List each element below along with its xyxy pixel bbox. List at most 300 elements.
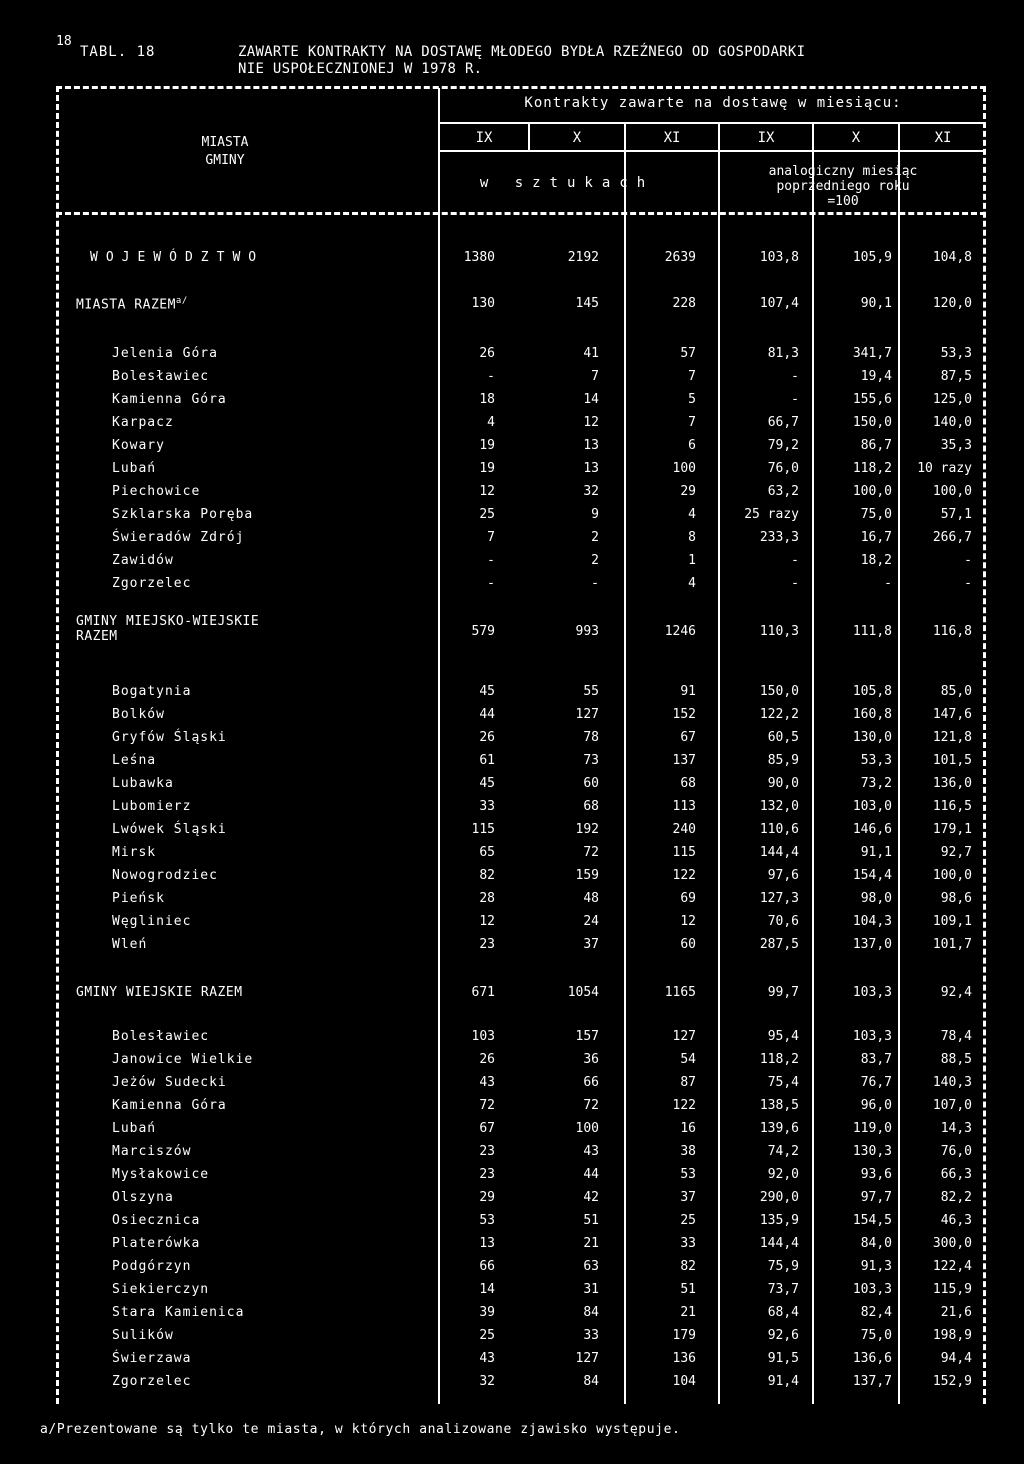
cell-value: 130,0 (852, 730, 892, 745)
cell-value: 37 (583, 937, 599, 952)
table-row (0, 914, 1024, 936)
cell-value: 61 (479, 753, 495, 768)
cell-value: 152,9 (932, 1374, 972, 1389)
cell-value: 100 (575, 1121, 599, 1136)
cell-value: 92,6 (767, 1328, 799, 1343)
cell-value: 138,5 (759, 1098, 799, 1113)
table-row (0, 1282, 1024, 1304)
cell-value: 57,1 (940, 507, 972, 522)
cell-value: 90,0 (767, 776, 799, 791)
cell-value: 107,0 (932, 1098, 972, 1113)
cell-value: 26 (479, 346, 495, 361)
row-label: Świeradów Zdrój (112, 530, 245, 545)
cell-value: 136 (672, 1351, 696, 1366)
table-row (0, 392, 1024, 414)
cell-value: 98,6 (940, 891, 972, 906)
cell-value: 4 (688, 507, 696, 522)
cell-value: 74,2 (767, 1144, 799, 1159)
cell-value: 192 (575, 822, 599, 837)
cell-value: 66,3 (940, 1167, 972, 1182)
table-row (0, 1305, 1024, 1327)
cell-value: 13 (583, 438, 599, 453)
cell-value: 103,8 (759, 250, 799, 265)
cell-value: 144,4 (759, 845, 799, 860)
cell-value: 26 (479, 1052, 495, 1067)
cell-value: 95,4 (767, 1029, 799, 1044)
cell-value: 12 (583, 415, 599, 430)
table-row (0, 1213, 1024, 1235)
cell-value: 19 (479, 461, 495, 476)
cell-value: - (964, 553, 972, 568)
cell-value: 36 (583, 1052, 599, 1067)
cell-value: 60,5 (767, 730, 799, 745)
row-label: Karpacz (112, 415, 174, 430)
table-row (0, 415, 1024, 437)
cell-value: 5 (688, 392, 696, 407)
cell-value: 87 (680, 1075, 696, 1090)
cell-value: 287,5 (759, 937, 799, 952)
table-row (0, 822, 1024, 844)
cell-value: 228 (672, 296, 696, 311)
row-label: Bolesławiec (112, 369, 210, 384)
cell-value: 91,3 (860, 1259, 892, 1274)
title-line-2: NIE USPOŁECZNIONEJ W 1978 R. (238, 61, 483, 77)
month-header: X (572, 130, 582, 146)
row-label: Nowogrodziec (112, 868, 218, 883)
table-row (0, 530, 1024, 552)
month-header: IX (757, 130, 775, 146)
cell-value: 82 (479, 868, 495, 883)
cell-value: 116,8 (932, 624, 972, 639)
row-label: Jeżów Sudecki (112, 1075, 227, 1090)
cell-value: 90,1 (860, 296, 892, 311)
index-header-line-3: =100 (827, 194, 859, 209)
table-row (0, 1029, 1024, 1051)
cell-value: 75,0 (860, 1328, 892, 1343)
cell-value: 150,0 (852, 415, 892, 430)
table-row (0, 1167, 1024, 1189)
row-label: Bolków (112, 707, 165, 722)
cell-value: 2639 (664, 250, 696, 265)
cell-value: 97,6 (767, 868, 799, 883)
cell-value: 103 (471, 1029, 495, 1044)
cell-value: - (884, 576, 892, 591)
cell-value: 113 (672, 799, 696, 814)
cell-value: 32 (583, 484, 599, 499)
cell-value: 72 (583, 845, 599, 860)
row-label: Marciszów (112, 1144, 192, 1159)
row-label: GMINY WIEJSKIE RAZEM (76, 985, 243, 1000)
cell-value: 19 (479, 438, 495, 453)
cell-value: 179,1 (932, 822, 972, 837)
cell-value: 107,4 (759, 296, 799, 311)
row-label: Pieńsk (112, 891, 165, 906)
cell-value: 76,7 (860, 1075, 892, 1090)
cell-value: 1246 (664, 624, 696, 639)
cell-value: 266,7 (932, 530, 972, 545)
table-row (0, 438, 1024, 460)
cell-value: 14,3 (940, 1121, 972, 1136)
table-row (0, 937, 1024, 959)
cell-value: 137,0 (852, 937, 892, 952)
cell-value: 19,4 (860, 369, 892, 384)
cell-value: 54 (680, 1052, 696, 1067)
cell-value: 240 (672, 822, 696, 837)
cell-value: 104,8 (932, 250, 972, 265)
cell-value: 103,3 (852, 1029, 892, 1044)
cell-value: 72 (583, 1098, 599, 1113)
cell-value: 53,3 (940, 346, 972, 361)
cell-value: 2 (591, 530, 599, 545)
cell-value: 45 (479, 776, 495, 791)
cell-value: 9 (591, 507, 599, 522)
cell-value: 25 (479, 1328, 495, 1343)
table-title (238, 44, 805, 78)
stub-header-line-1: MIASTA (201, 135, 249, 150)
cell-value: 91,1 (860, 845, 892, 860)
table-row (0, 507, 1024, 529)
cell-value: 111,8 (852, 624, 892, 639)
cell-value: 53 (479, 1213, 495, 1228)
row-label: Janowice Wielkie (112, 1052, 254, 1067)
table-row (0, 484, 1024, 506)
table-row (0, 753, 1024, 775)
footnote-marker: a/ (175, 296, 188, 306)
cell-value: 69 (680, 891, 696, 906)
cell-value: 130,3 (852, 1144, 892, 1159)
table-row-total (0, 614, 1024, 644)
cell-value: 86,7 (860, 438, 892, 453)
cell-value: 33 (583, 1328, 599, 1343)
cell-value: - (487, 369, 495, 384)
row-label: WOJEWÓDZTWO (90, 250, 265, 265)
cell-value: 33 (680, 1236, 696, 1251)
cell-value: 48 (583, 891, 599, 906)
cell-value: 21,6 (940, 1305, 972, 1320)
cell-value: 73,7 (767, 1282, 799, 1297)
row-label: Podgórzyn (112, 1259, 192, 1274)
cell-value: 127 (575, 707, 599, 722)
cell-value: 233,3 (759, 530, 799, 545)
cell-value: - (964, 576, 972, 591)
cell-value: 43 (479, 1075, 495, 1090)
table-row (0, 799, 1024, 821)
cell-value: - (791, 392, 799, 407)
cell-value: 85,9 (767, 753, 799, 768)
cell-value: 92,0 (767, 1167, 799, 1182)
table-row (0, 1374, 1024, 1396)
cell-value: 105,8 (852, 684, 892, 699)
cell-value: 37 (680, 1190, 696, 1205)
cell-value: 99,7 (767, 985, 799, 1000)
cell-value: 7 (591, 369, 599, 384)
cell-value: 44 (479, 707, 495, 722)
cell-value: 100,0 (932, 868, 972, 883)
cell-value: 119,0 (852, 1121, 892, 1136)
cell-value: 152 (672, 707, 696, 722)
cell-value: 29 (680, 484, 696, 499)
cell-value: 993 (575, 624, 599, 639)
cell-value: 43 (583, 1144, 599, 1159)
cell-value: - (591, 576, 599, 591)
cell-value: 137,7 (852, 1374, 892, 1389)
cell-value: 85,0 (940, 684, 972, 699)
cell-value: 150,0 (759, 684, 799, 699)
cell-value: 38 (680, 1144, 696, 1159)
cell-value: 115 (471, 822, 495, 837)
cell-value: 32 (479, 1374, 495, 1389)
cell-value: 60 (583, 776, 599, 791)
cell-value: 23 (479, 1167, 495, 1182)
table-row (0, 1098, 1024, 1120)
cell-value: 18,2 (860, 553, 892, 568)
row-label: Węgliniec (112, 914, 192, 929)
cell-value: 122 (672, 1098, 696, 1113)
cell-value: 75,9 (767, 1259, 799, 1274)
table-row (0, 369, 1024, 391)
cell-value: 76,0 (767, 461, 799, 476)
cell-value: 146,6 (852, 822, 892, 837)
cell-value: 104 (672, 1374, 696, 1389)
row-label: Szklarska Poręba (112, 507, 254, 522)
cell-value: 105,9 (852, 250, 892, 265)
cell-value: 79,2 (767, 438, 799, 453)
cell-value: 31 (583, 1282, 599, 1297)
cell-value: 41 (583, 346, 599, 361)
cell-value: - (487, 553, 495, 568)
index-header-line-1: analogiczny miesiąc (768, 164, 918, 179)
table-row (0, 684, 1024, 706)
table-row (0, 1121, 1024, 1143)
stub-header (150, 134, 300, 170)
cell-value: 68 (680, 776, 696, 791)
cell-value: 82 (680, 1259, 696, 1274)
table-row (0, 1328, 1024, 1350)
row-label: Kowary (112, 438, 165, 453)
cell-value: 103,0 (852, 799, 892, 814)
cell-value: 72 (479, 1098, 495, 1113)
cell-value: 98,0 (860, 891, 892, 906)
cell-value: 23 (479, 1144, 495, 1159)
cell-value: 7 (688, 415, 696, 430)
row-label: Jelenia Góra (112, 346, 218, 361)
cell-value: 84 (583, 1374, 599, 1389)
row-label: Lubomierz (112, 799, 192, 814)
table-row (0, 346, 1024, 368)
cell-value: 579 (471, 624, 495, 639)
table-row-total (0, 296, 1024, 318)
cell-value: 300,0 (932, 1236, 972, 1251)
row-label: GMINY MIEJSKO-WIEJSKIE RAZEM (76, 614, 260, 644)
cell-value: 101,5 (932, 753, 972, 768)
cell-value: 121,8 (932, 730, 972, 745)
row-label: Bogatynia (112, 684, 192, 699)
cell-value: - (487, 576, 495, 591)
row-label: Osiecznica (112, 1213, 201, 1228)
cell-value: 8 (688, 530, 696, 545)
cell-value: 2 (591, 553, 599, 568)
cell-value: 179 (672, 1328, 696, 1343)
cell-value: 120,0 (932, 296, 972, 311)
cell-value: 45 (479, 684, 495, 699)
table-row (0, 1144, 1024, 1166)
row-label: Gryfów Śląski (112, 730, 227, 745)
cell-value: 144,4 (759, 1236, 799, 1251)
cell-value: 46,3 (940, 1213, 972, 1228)
cell-value: 1 (688, 553, 696, 568)
cell-value: 100,0 (932, 484, 972, 499)
row-label: Lubań (112, 1121, 157, 1136)
page-number: 18 (56, 34, 72, 49)
table-row (0, 707, 1024, 729)
cell-value: - (791, 553, 799, 568)
cell-value: 96,0 (860, 1098, 892, 1113)
cell-value: 97,7 (860, 1190, 892, 1205)
cell-value: 109,1 (932, 914, 972, 929)
header-divider (440, 150, 986, 152)
cell-value: 44 (583, 1167, 599, 1182)
cell-value: 93,6 (860, 1167, 892, 1182)
cell-value: 135,9 (759, 1213, 799, 1228)
month-header: X (851, 130, 861, 146)
cell-value: 66,7 (767, 415, 799, 430)
cell-value: 159 (575, 868, 599, 883)
cell-value: 55 (583, 684, 599, 699)
cell-value: 16 (680, 1121, 696, 1136)
cell-value: 130 (471, 296, 495, 311)
cell-value: 92,7 (940, 845, 972, 860)
cell-value: 103,3 (852, 1282, 892, 1297)
cell-value: 63 (583, 1259, 599, 1274)
index-header (700, 164, 986, 209)
cell-value: 21 (680, 1305, 696, 1320)
cell-value: 13 (479, 1236, 495, 1251)
cell-value: 43 (479, 1351, 495, 1366)
table-row-total (0, 250, 1024, 272)
cell-value: 73,2 (860, 776, 892, 791)
header-divider (440, 122, 986, 124)
row-label: Kamienna Góra (112, 1098, 227, 1113)
cell-value: 84 (583, 1305, 599, 1320)
cell-value: 671 (471, 985, 495, 1000)
cell-value: - (791, 369, 799, 384)
cell-value: 12 (479, 914, 495, 929)
row-label: Mirsk (112, 845, 157, 860)
cell-value: 42 (583, 1190, 599, 1205)
cell-value: 103,3 (852, 985, 892, 1000)
cell-value: 132,0 (759, 799, 799, 814)
cell-value: 147,6 (932, 707, 972, 722)
cell-value: 122 (672, 868, 696, 883)
cell-value: 110,6 (759, 822, 799, 837)
cell-value: 92,4 (940, 985, 972, 1000)
contracts-header: Kontrakty zawarte na dostawę w miesiącu: (524, 95, 902, 111)
row-label: Wleń (112, 937, 148, 952)
cell-value: 116,5 (932, 799, 972, 814)
cell-value: 24 (583, 914, 599, 929)
cell-value: 14 (479, 1282, 495, 1297)
row-label: Mysłakowice (112, 1167, 210, 1182)
cell-value: 198,9 (932, 1328, 972, 1343)
cell-value: 122,2 (759, 707, 799, 722)
cell-value: 122,4 (932, 1259, 972, 1274)
cell-value: 137 (672, 753, 696, 768)
cell-value: 26 (479, 730, 495, 745)
cell-value: 10 razy (917, 461, 972, 476)
cell-value: 136,6 (852, 1351, 892, 1366)
cell-value: 25 (680, 1213, 696, 1228)
cell-value: 1380 (463, 250, 495, 265)
cell-value: 12 (680, 914, 696, 929)
cell-value: 70,6 (767, 914, 799, 929)
cell-value: 87,5 (940, 369, 972, 384)
cell-value: 68 (583, 799, 599, 814)
cell-value: 66 (583, 1075, 599, 1090)
cell-value: 127 (672, 1029, 696, 1044)
cell-value: 21 (583, 1236, 599, 1251)
cell-value: 94,4 (940, 1351, 972, 1366)
cell-value: 127,3 (759, 891, 799, 906)
row-label: Piechowice (112, 484, 201, 499)
table-row (0, 868, 1024, 890)
header-bottom-rule (56, 212, 986, 215)
cell-value: 83,7 (860, 1052, 892, 1067)
cell-value: 341,7 (852, 346, 892, 361)
cell-value: 65 (479, 845, 495, 860)
cell-value: 13 (583, 461, 599, 476)
cell-value: 145 (575, 296, 599, 311)
table-row (0, 1190, 1024, 1212)
cell-value: 18 (479, 392, 495, 407)
row-label: Siekierczyn (112, 1282, 210, 1297)
table-row (0, 576, 1024, 598)
cell-value: 110,3 (759, 624, 799, 639)
row-label: Sulików (112, 1328, 174, 1343)
table-row-total (0, 985, 1024, 1007)
cell-value: 155,6 (852, 392, 892, 407)
cell-value: 82,2 (940, 1190, 972, 1205)
row-label: Zawidów (112, 553, 174, 568)
table-row (0, 461, 1024, 483)
index-header-line-2: poprzedniego roku (776, 179, 910, 194)
cell-value: 118,2 (759, 1052, 799, 1067)
cell-value: 81,3 (767, 346, 799, 361)
cell-value: 136,0 (932, 776, 972, 791)
row-label: Zgorzelec (112, 576, 192, 591)
cell-value: 23 (479, 937, 495, 952)
cell-value: 68,4 (767, 1305, 799, 1320)
cell-value: 82,4 (860, 1305, 892, 1320)
cell-value: 7 (487, 530, 495, 545)
cell-value: 78 (583, 730, 599, 745)
row-label: Lubawka (112, 776, 174, 791)
cell-value: 1165 (664, 985, 696, 1000)
cell-value: 66 (479, 1259, 495, 1274)
cell-value: 25 razy (744, 507, 799, 522)
cell-value: 57 (680, 346, 696, 361)
cell-value: 4 (688, 576, 696, 591)
cell-value: 118,2 (852, 461, 892, 476)
row-label: Lwówek Śląski (112, 822, 227, 837)
table-row (0, 1259, 1024, 1281)
table-label: TABL. 18 (80, 44, 156, 60)
table-row (0, 553, 1024, 575)
cell-value: 67 (479, 1121, 495, 1136)
cell-value: 6 (688, 438, 696, 453)
table-row (0, 1052, 1024, 1074)
cell-value: 84,0 (860, 1236, 892, 1251)
cell-value: 91 (680, 684, 696, 699)
